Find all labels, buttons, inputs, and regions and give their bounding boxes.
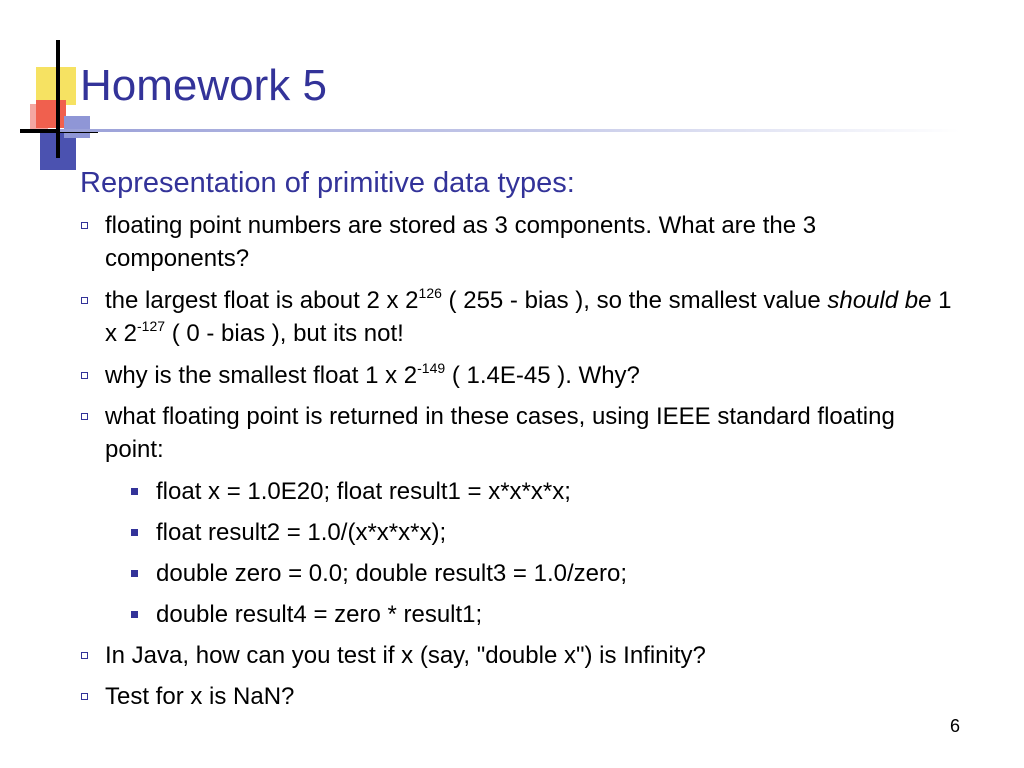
list-item: [105, 284, 955, 350]
hollow-square-bullet-icon: [81, 297, 88, 304]
list-item: [105, 359, 955, 392]
bullet-text-part: 1 x 2: [105, 287, 952, 347]
list-item: [105, 209, 955, 275]
page-number: 6: [950, 716, 961, 736]
sub-list-item: [156, 598, 946, 631]
sub-bullet-text: float x = 1.0E20; float result1 = x*x*x*x;: [156, 478, 571, 505]
bullet-text-part: the largest float is about 2 x 2: [105, 287, 419, 314]
list-item: [105, 639, 955, 672]
exponent: -127: [137, 318, 166, 334]
bullet-text: what floating point is returned in these cases, using IEEE standard floating point:: [105, 403, 895, 463]
hollow-square-bullet-icon: [81, 693, 88, 700]
list-item: [105, 680, 955, 713]
sub-bullet-text: float result2 = 1.0/(x*x*x*x);: [156, 519, 447, 546]
bullet-text-part: why is the smallest float 1 x 2: [105, 362, 418, 389]
bullet-text: [105, 362, 640, 389]
slide-title: Homework 5: [80, 61, 327, 110]
hollow-square-bullet-icon: [81, 222, 88, 229]
bullet-text-part: ( 0 - bias ), but its not!: [165, 320, 404, 347]
sub-bullet-text: double result4 = zero * result1;: [156, 601, 483, 628]
bullet-text: In Java, how can you test if x (say, "double x") is Infinity?: [105, 642, 706, 669]
filled-square-bullet-icon: [131, 570, 138, 577]
bullet-text: [105, 287, 952, 347]
hollow-square-bullet-icon: [81, 372, 88, 379]
bullet-text-part: ( 255 - bias ), so the smallest value: [441, 287, 828, 314]
filled-square-bullet-icon: [131, 529, 138, 536]
logo-vertical-line: [56, 40, 60, 158]
logo-lightblue-square: [64, 116, 90, 138]
title-underline: [60, 129, 960, 132]
exponent: 126: [418, 285, 442, 301]
filled-square-bullet-icon: [131, 611, 138, 618]
sub-list-item: [156, 557, 946, 590]
exponent: -149: [417, 360, 446, 376]
bullet-text: floating point numbers are stored as 3 components. What are the 3 components?: [105, 212, 817, 272]
hollow-square-bullet-icon: [81, 413, 88, 420]
list-item: [105, 400, 955, 466]
bullet-text: Test for x is NaN?: [105, 683, 295, 710]
sub-bullet-text: double zero = 0.0; double result3 = 1.0/zero;: [156, 560, 627, 587]
emphasis-text: should be: [827, 287, 932, 314]
hollow-square-bullet-icon: [81, 652, 88, 659]
filled-square-bullet-icon: [131, 488, 138, 495]
logo-red-square: [36, 100, 66, 128]
slide-subtitle: Representation of primitive data types:: [80, 167, 575, 199]
sub-list-item: [156, 475, 946, 508]
sub-list-item: [156, 516, 946, 549]
bullet-text-part: ( 1.4E-45 ). Why?: [445, 362, 640, 389]
